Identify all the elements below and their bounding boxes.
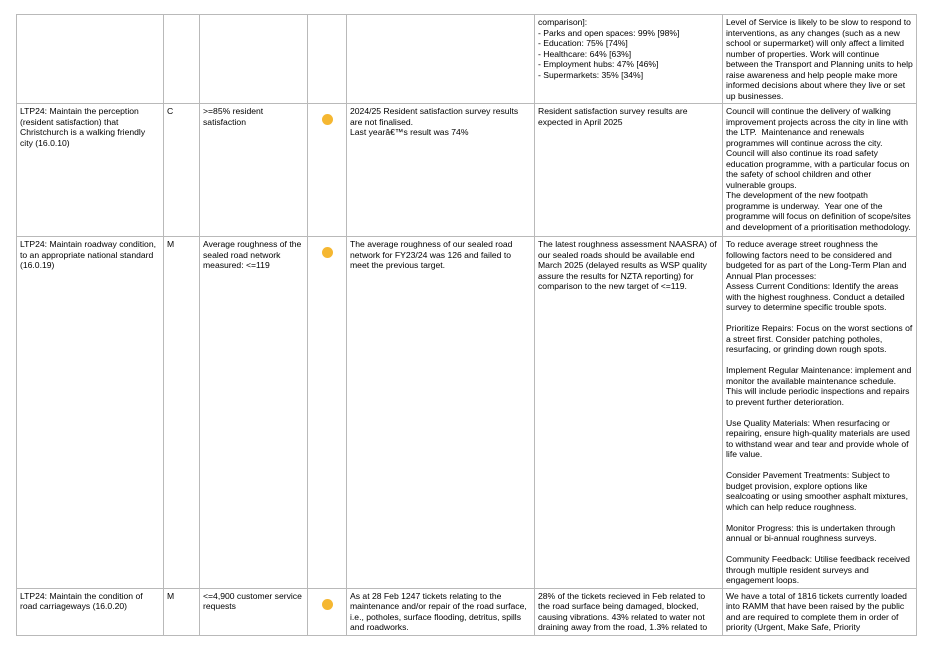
performance-measures-table xyxy=(16,14,917,636)
actions-cell-line xyxy=(726,313,913,324)
target-cell: >=85% resident satisfaction xyxy=(200,104,308,237)
commentary-cell-line: - Education: 75% [74%] xyxy=(538,38,628,48)
table-row xyxy=(17,104,917,237)
status-cell xyxy=(308,15,347,104)
type-cell xyxy=(164,15,200,104)
actions-cell-line: Implement Regular Maintenance: implement and monitor the available maintenance schedule. This will include periodic inspections and repairs to prevent further deterioration. xyxy=(726,365,914,407)
table-row xyxy=(17,588,917,635)
commentary-cell-line: - Employment hubs: 47% [46%] xyxy=(538,59,659,69)
status-indicator-dot xyxy=(322,599,333,610)
actions-cell-line: The development of the new footpath programme is underway. Year one of the programme will focus on definition of scope/sites and development of a prioritisation methodology. xyxy=(726,190,914,232)
commentary-cell-line: Resident satisfaction survey results are expected in April 2025 xyxy=(538,106,690,127)
type-cell: C xyxy=(164,104,200,237)
actions-cell xyxy=(723,104,917,237)
actions-cell-line xyxy=(726,544,913,555)
commentary-cell-line: - Healthcare: 64% [63%] xyxy=(538,48,632,59)
commentary-cell-line: comparison]: xyxy=(538,17,588,27)
status-cell xyxy=(308,104,347,237)
commentary-cell xyxy=(535,15,723,104)
measure-cell: LTP24: Maintain the condition of road carriageways (16.0.20) xyxy=(17,588,164,635)
result-cell-line xyxy=(350,17,531,28)
measure-cell: LTP24: Maintain the perception (resident satisfaction) that Christchurch is a walking friendly city (16.0.10) xyxy=(17,104,164,237)
result-cell-line: As at 28 Feb 1247 tickets relating to the maintenance and/or repair of the road surface, i.e., potholes, surface flooding, detritus, spills and roadworks. xyxy=(350,590,530,632)
target-cell xyxy=(200,15,308,104)
commentary-cell-line: - Supermarkets: 35% [34%] xyxy=(538,69,644,80)
table-row xyxy=(17,15,917,104)
actions-cell-line: Level of Service is likely to be slow to respond to interventions, as any changes (such as a new school or supermarket) will only affect a limited number of properties. Work will continue between the Transport and Planning units to help raise awareness and help people make more informed decisions about where they live or set up businesses. xyxy=(726,17,916,101)
actions-cell-line: Council will continue the delivery of walking improvement projects across the city in line with the LTP. Maintenance and renewals programmes will continue across the city. Council will also continue its road safety education programme, with a particular focus on the safety of school children and other vulnerable groups. xyxy=(726,106,912,190)
commentary-cell xyxy=(535,237,723,589)
result-cell xyxy=(347,15,535,104)
result-cell-line: The average roughness of our sealed road network for FY23/24 was 126 and failed to meet the previous target. xyxy=(350,239,515,270)
result-cell-line: Last yearâ€™s result was 74% xyxy=(350,127,469,137)
status-cell xyxy=(308,588,347,635)
actions-cell-line: Assess Current Conditions: Identify the areas with the highest roughness. Conduct a detailed survey to determine specific trouble spots. xyxy=(726,281,908,312)
commentary-cell-line: The latest roughness assessment NAASRA) of our sealed roads should be available end March 2025 (delayed results as WSP quality assure the results for NZTA reporting) for comparison to the new target of <=119. xyxy=(538,239,720,291)
result-cell-line: 2024/25 Resident satisfaction survey results are not finalised. xyxy=(350,106,521,127)
actions-cell-line xyxy=(726,407,913,418)
actions-cell-line: Use Quality Materials: When resurfacing or repairing, ensure high-quality materials are used to withstand wear and tear and provide whole of life value. xyxy=(726,417,913,459)
type-cell: M xyxy=(164,588,200,635)
actions-cell-line xyxy=(726,355,913,366)
actions-cell-line: To reduce average street roughness the following factors need to be considered and budgeted for as part of the Long-Term Plan and Annual Plan processes: xyxy=(726,239,909,281)
table-row xyxy=(17,237,917,589)
type-cell: M xyxy=(164,237,200,589)
target-cell: Average roughness of the sealed road network measured: <=119 xyxy=(200,237,308,589)
status-indicator-dot xyxy=(322,247,333,258)
actions-cell xyxy=(723,237,917,589)
actions-cell-line: We have a total of 1816 tickets currently loaded into RAMM that have been raised by the public and are required to complete them in order of priority (Urgent, Make Safe, Priority xyxy=(726,590,910,632)
actions-cell xyxy=(723,15,917,104)
status-cell xyxy=(308,237,347,589)
commentary-cell xyxy=(535,588,723,635)
actions-cell-line: Monitor Progress: this is undertaken through annual or bi-annual roughness surveys. xyxy=(726,522,898,543)
actions-cell-line xyxy=(726,512,913,523)
commentary-cell-line: - Parks and open spaces: 99% [98%] xyxy=(538,27,680,38)
measure-cell xyxy=(17,15,164,104)
actions-cell-line: Prioritize Repairs: Focus on the worst sections of a street first. Consider patching potholes, resurfacing, or grinding down rough spots. xyxy=(726,323,915,354)
actions-cell-line: Consider Pavement Treatments: Subject to budget provision, explore options like sealcoating or using smoother asphalt mixtures, which can help reduce roughness. xyxy=(726,470,911,512)
target-cell: <=4,900 customer service requests xyxy=(200,588,308,635)
result-cell xyxy=(347,104,535,237)
commentary-cell-line: 28% of the tickets recieved in Feb related to the road surface being damaged, blocked, causing vibrations. 43% related to water not draining away from the road, 1.3% related to xyxy=(538,590,708,632)
measure-cell: LTP24: Maintain roadway condition, to an appropriate national standard (16.0.19) xyxy=(17,237,164,589)
actions-cell-line: Community Feedback: Utilise feedback received through multiple resident surveys and engagement loops. xyxy=(726,554,913,585)
result-cell xyxy=(347,588,535,635)
commentary-cell xyxy=(535,104,723,237)
actions-cell-line xyxy=(726,460,913,471)
result-cell xyxy=(347,237,535,589)
status-indicator-dot xyxy=(322,114,333,125)
actions-cell xyxy=(723,588,917,635)
